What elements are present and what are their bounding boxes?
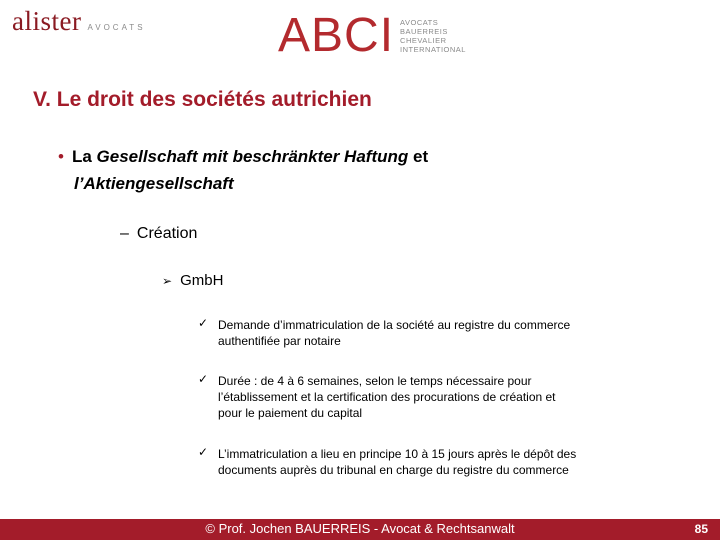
abci-logo-line: BAUERREIS xyxy=(400,27,448,36)
list-item-line: l’établissement et la certification des procurations de création et xyxy=(218,390,556,404)
footer-bar xyxy=(0,519,720,540)
footer-copyright: © Prof. Jochen BAUERREIS - Avocat & Rechtsanwalt xyxy=(205,521,515,536)
list-item-line: authentifiée par notaire xyxy=(218,334,341,348)
company-type xyxy=(162,272,223,289)
list-item-line: pour le paiement du capital xyxy=(218,406,363,420)
list-item-line: Durée : de 4 à 6 semaines, selon le temps nécessaire pour xyxy=(218,374,532,388)
list-item-line: documents auprès du tribunal en charge du registre du commerce xyxy=(218,463,569,477)
alister-logo-subtext: AVOCATS xyxy=(87,23,146,32)
subheading-text: Création xyxy=(136,225,198,242)
list-item-line: L’immatriculation a lieu en principe 10 à 15 jours après le dépôt des xyxy=(218,447,577,461)
alister-logo-text: alister xyxy=(12,6,82,36)
bullet-mid: et xyxy=(408,147,429,166)
bullet-dot-icon: • xyxy=(58,147,64,166)
company-name-gmbh: Gesellschaft mit beschränkter Haftung xyxy=(96,147,409,166)
main-bullet xyxy=(58,143,578,197)
page-number: 85 xyxy=(694,522,708,536)
alister-logo xyxy=(12,6,146,37)
slide-title: V. Le droit des sociétés autrichien xyxy=(33,88,372,111)
list-item-line: Demande d’immatriculation de la société au registre du commerce xyxy=(218,318,571,332)
bullet-prefix: La xyxy=(71,147,97,166)
check-icon: ✓ xyxy=(198,445,209,459)
abci-logo-lines xyxy=(400,18,466,54)
check-icon: ✓ xyxy=(198,316,209,330)
check-icon: ✓ xyxy=(198,372,209,386)
abci-logo xyxy=(278,9,466,62)
list-item xyxy=(218,317,633,349)
company-name-ag: l’Aktiengesellschaft xyxy=(74,174,234,193)
dash-icon: – xyxy=(120,225,129,242)
abci-logo-line: CHEVALIER xyxy=(400,36,447,45)
list-item xyxy=(218,446,633,478)
subheading xyxy=(120,225,197,243)
abci-logo-line: INTERNATIONAL xyxy=(400,45,466,54)
arrow-bullet-icon: ➢ xyxy=(162,274,173,288)
list-item xyxy=(218,373,633,421)
company-type-text: GmbH xyxy=(180,272,224,289)
abci-logo-line: AVOCATS xyxy=(400,18,439,27)
abci-logo-text: ABCI xyxy=(278,9,395,62)
